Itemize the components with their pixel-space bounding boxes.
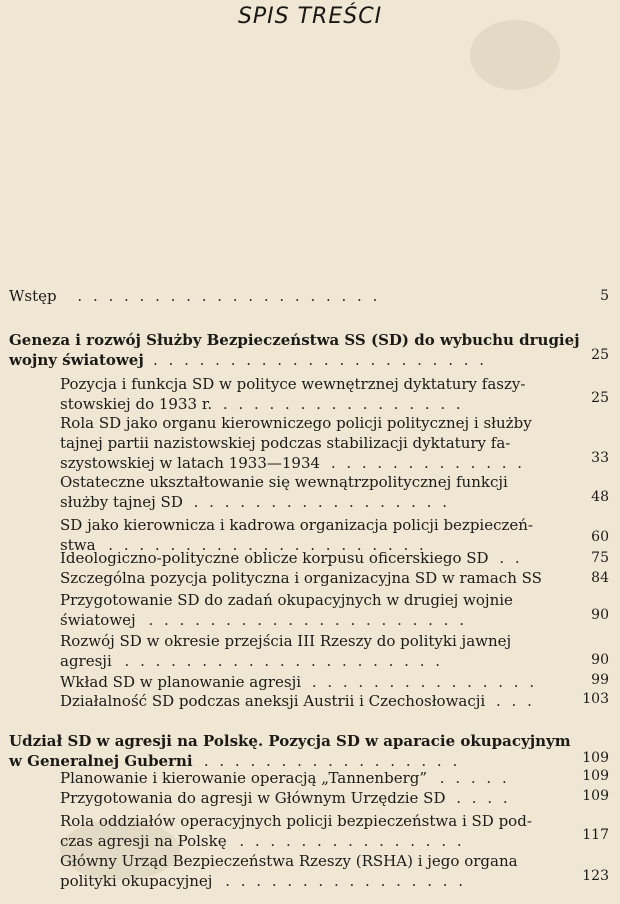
page-number: 123 xyxy=(582,868,609,884)
leader-dots: . . . . xyxy=(456,789,511,807)
toc-subentry-line2 xyxy=(60,651,443,671)
entry-text: Wstęp xyxy=(9,287,57,305)
page-number: 84 xyxy=(591,570,609,586)
toc-subentry-line1: Rola oddziałów operacyjnych policji bezpieczeństwa i SD pod- xyxy=(60,812,532,830)
paper-stain xyxy=(470,20,560,90)
page-number: 90 xyxy=(591,652,609,668)
entry-text: agresji xyxy=(60,652,112,670)
entry-text: stowskiej do 1933 r. xyxy=(60,395,213,413)
leader-dots: . . . . . . . . . . . . . . . . . xyxy=(203,752,461,770)
page-number: 109 xyxy=(582,788,609,804)
entry-text: światowej xyxy=(60,611,136,629)
entry-text: Wkład SD w planowanie agresji xyxy=(60,673,302,691)
toc-subentry-line1: Główny Urząd Bezpieczeństwa Rzeszy (RSHA) i jego organa xyxy=(60,852,518,870)
toc-subentry-line2 xyxy=(60,394,464,414)
leader-dots: . . . . . . . . . . . . . . . . xyxy=(225,872,467,890)
entry-text: Szczególna pozycja polityczna i organizacyjna SD w ramach SS xyxy=(60,569,542,587)
page-number: 90 xyxy=(591,607,609,623)
toc-entry-wstep xyxy=(9,286,380,306)
entry-text: szystowskiej w latach 1933—1934 xyxy=(60,454,321,472)
page-number: 25 xyxy=(591,347,609,363)
entry-text: Działalność SD podczas aneksji Austrii i Czechosłowacji xyxy=(60,692,486,710)
page-number: 109 xyxy=(582,750,609,766)
leader-dots: . . xyxy=(499,549,523,567)
toc-subentry-line2 xyxy=(60,871,466,891)
page-number: 33 xyxy=(591,450,609,466)
toc-subentry-line2: tajnej partii nazistowskiej podczas stabilizacji dyktatury fa- xyxy=(60,434,511,452)
leader-dots: . . . . . . . . . . . . . . . . . xyxy=(193,493,450,511)
entry-text: służby tajnej SD xyxy=(60,493,183,511)
entry-text: czas agresji na Polskę xyxy=(60,832,227,850)
toc-subentry xyxy=(60,691,535,711)
leader-dots: . . . . . . . . . . . . . . . . . . . . . xyxy=(148,611,467,629)
leader-dots: . . . xyxy=(496,692,535,710)
toc-subentry-line1: Rola SD jako organu kierowniczego policji politycznej i służby xyxy=(60,414,532,432)
toc-subentry-line1: Przygotowanie SD do zadań okupacyjnych w drugiej wojnie xyxy=(60,591,513,609)
toc-subentry xyxy=(60,568,542,588)
page-number: 109 xyxy=(582,768,609,784)
chapter-heading-1-line1: Geneza i rozwój Służby Bezpieczeństwa SS (SD) do wybuchu drugiej xyxy=(9,331,580,349)
page-number: 5 xyxy=(600,288,609,304)
leader-dots: . . . . . . . . . . . . . . . xyxy=(239,832,465,850)
toc-subentry-line1: Rozwój SD w okresie przejścia III Rzeszy do polityki jawnej xyxy=(60,632,512,650)
leader-dots: . . . . . . . . . . . . . . . . xyxy=(222,395,464,413)
entry-text: Ideologiczno-polityczne oblicze korpusu oficerskiego SD xyxy=(60,549,489,567)
toc-subentry-line2 xyxy=(60,831,465,851)
entry-text: wojny światowej xyxy=(9,351,144,369)
leader-dots: . . . . . xyxy=(439,769,510,787)
toc-subentry-line1: Pozycja i funkcja SD w polityce wewnętrznej dyktatury faszy- xyxy=(60,375,526,393)
page-number: 99 xyxy=(591,672,609,688)
entry-text: stwa xyxy=(60,536,96,554)
entry-text: w Generalnej Guberni xyxy=(9,752,193,770)
toc-subentry xyxy=(60,768,510,788)
page-number: 60 xyxy=(591,529,609,545)
page-number: 103 xyxy=(582,691,609,707)
page-title: SPIS TREŚCI xyxy=(237,4,383,29)
page-number: 75 xyxy=(591,550,609,566)
leader-dots: . . . . . . . . . . . . . . . xyxy=(311,673,538,691)
toc-subentry-line3 xyxy=(60,453,525,473)
toc-subentry-line2 xyxy=(60,610,467,630)
toc-subentry-line1: SD jako kierownicza i kadrowa organizacja policji bezpieczeń- xyxy=(60,516,534,534)
entry-text: Przygotowania do agresji w Głównym Urzędzie SD xyxy=(60,789,446,807)
toc-subentry xyxy=(60,672,537,692)
leader-dots: . . . . . . . . . . . . . . . . . . . . . . xyxy=(153,351,488,369)
leader-dots: . . . . . . . . . . . . . . . . . . . . xyxy=(77,287,381,305)
toc-subentry-line2 xyxy=(60,492,450,512)
chapter-heading-2-line1: Udział SD w agresji na Polskę. Pozycja SD w aparacie okupacyjnym xyxy=(9,732,571,750)
page-number: 25 xyxy=(591,390,609,406)
toc-subentry-line1: Ostateczne ukształtowanie się wewnątrzpolitycznej funkcji xyxy=(60,473,508,491)
entry-text: polityki okupacyjnej xyxy=(60,872,213,890)
chapter-heading-1-line2 xyxy=(9,350,487,370)
page-number: 117 xyxy=(582,827,609,843)
leader-dots: . . . . . . . . . . . . . . . . . . . . . xyxy=(108,536,427,554)
leader-dots: . . . . . . . . . . . . . . . . . . . . . xyxy=(124,652,444,670)
toc-subentry xyxy=(60,548,523,568)
entry-text: Planowanie i kierowanie operacją „Tannenberg” xyxy=(60,769,428,787)
page-number: 48 xyxy=(591,489,609,505)
toc-subentry xyxy=(60,788,511,808)
leader-dots: . . . . . . . . . . . . . xyxy=(330,454,526,472)
